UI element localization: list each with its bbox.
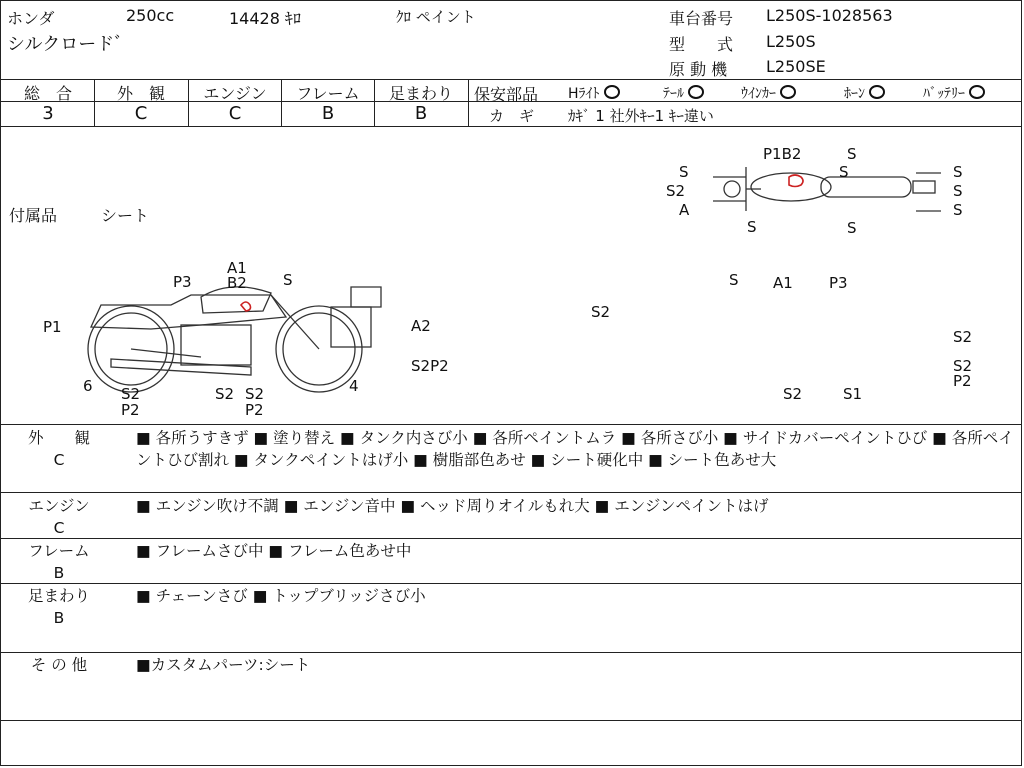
top-view <box>713 167 941 211</box>
diagram-label: S1 <box>843 385 863 403</box>
engine-value: L250SE <box>766 57 826 76</box>
ok-circle-icon <box>688 85 704 99</box>
grade-exterior: C <box>134 103 148 124</box>
diagram-label: S2 <box>783 385 803 403</box>
diagram-label: P2 <box>953 372 972 390</box>
divider <box>1 720 1021 721</box>
safety-tail: ﾃｰﾙ <box>663 83 704 103</box>
diagram-label: S <box>953 201 963 219</box>
diagram-label: A1 <box>773 274 793 292</box>
ok-circle-icon <box>869 85 885 99</box>
body-outline <box>91 295 286 329</box>
divider <box>1 492 1021 493</box>
tank-outline <box>751 173 831 201</box>
shield-outline <box>351 287 381 307</box>
diagram-label: S2 <box>215 385 235 403</box>
diagram-label: S2 <box>953 357 973 375</box>
diagram-label: 4 <box>349 377 359 395</box>
key-value: ｶｷﾞ 1 社外ｷｰ1 ｷｰ違い <box>568 107 714 125</box>
diagram-label: S <box>679 163 689 181</box>
diagram-label: S <box>953 163 963 181</box>
box-outline <box>331 307 371 347</box>
diagram-label: S2P2 <box>411 357 449 375</box>
grade-frame: B <box>321 103 335 124</box>
safety-headlight: Hﾗｲﾄ <box>568 83 620 103</box>
accessories-label: 付属品 <box>9 206 58 225</box>
safety-label: 保安部品 <box>474 85 539 104</box>
diagram-label: P3 <box>173 273 192 291</box>
ok-circle-icon <box>604 85 620 99</box>
ok-circle-icon <box>969 85 985 99</box>
safety-winker: ｳｲﾝｶｰ <box>741 83 796 103</box>
section-suspension-label: 足まわり B <box>27 587 90 627</box>
grade-label-exterior: 外 観 <box>116 84 165 103</box>
type-label: 型 式 <box>669 35 734 54</box>
grade-label-suspension: 足まわり <box>388 84 453 103</box>
diagram-label: B2 <box>227 274 247 292</box>
grade-engine: C <box>228 103 242 124</box>
bike-diagram <box>1 127 1021 425</box>
safety-battery: ﾊﾞｯﾃﾘｰ <box>923 83 985 103</box>
section-frame-text: ■ フレームさび中 ■ フレーム色あせ中 <box>136 542 412 560</box>
mileage: 14428 ｷﾛ <box>229 9 301 28</box>
model-name: シルクロードﾞ <box>7 34 124 55</box>
grade-label-overall: 総 合 <box>23 84 72 103</box>
engine-outline <box>181 325 251 365</box>
section-engine-label: エンジン C <box>28 497 90 537</box>
key-label: カ ギ <box>489 107 535 125</box>
section-other-text: ■カスタムパーツ:シート <box>136 656 311 674</box>
diagram-label: P2 <box>245 401 264 419</box>
accessories-value: シート <box>101 206 150 225</box>
type-value: L250S <box>766 32 816 51</box>
seat-outline <box>821 177 911 197</box>
engine-label: 原 動 機 <box>669 60 728 79</box>
diagram-label: P2 <box>121 401 140 419</box>
tail-outline <box>913 181 935 193</box>
diagram-label: S <box>953 182 963 200</box>
displacement: 250cc <box>126 6 175 25</box>
color: ｸﾛ ペイント <box>396 8 476 26</box>
diagram-label: S2 <box>591 303 611 321</box>
diagram-label: S <box>839 163 849 181</box>
ok-circle-icon <box>780 85 796 99</box>
left-side-view <box>88 287 381 392</box>
diagram-label: A2 <box>411 317 431 335</box>
section-other-label: そ の 他 <box>30 656 88 674</box>
section-exterior-text: ■ 各所うすきず ■ 塗り替え ■ タンク内さび小 ■ 各所ペイントムラ ■ 各所さび小 ■ サイドカバーペイントひび ■ 各所ペイントひび割れ ■ タンクペイントはげ小 ■ 樹脂部色あせ ■ シート硬化中 ■ シート色あせ大 <box>136 429 1014 469</box>
damage-mark <box>789 175 803 187</box>
grade-label-frame: フレーム <box>296 84 360 103</box>
headlight-outline <box>724 181 740 197</box>
section-engine-text: ■ エンジン吹け不調 ■ エンジン音中 ■ ヘッド周りオイルもれ大 ■ エンジンペイントはげ <box>136 497 769 515</box>
diagram-label: S2 <box>953 328 973 346</box>
diagram-label: S <box>729 271 739 289</box>
section-exterior-label: 外 観 C <box>27 429 90 469</box>
vin-value: L250S-1028563 <box>766 6 893 25</box>
divider <box>468 79 469 126</box>
diagram-label: S <box>847 145 857 163</box>
diagram-label: P1B2 <box>763 145 802 163</box>
grade-overall: 3 <box>42 103 54 124</box>
diagram-label: S <box>283 271 293 289</box>
divider <box>1 424 1021 425</box>
section-frame-label: フレーム B <box>28 542 90 582</box>
diagram-label: A1 <box>227 259 247 277</box>
grade-suspension: B <box>414 103 428 124</box>
grade-label-engine: エンジン <box>203 84 267 103</box>
diagram-label: S2 <box>666 182 686 200</box>
divider <box>1 652 1021 653</box>
safety-horn: ﾎｰﾝ <box>844 83 885 103</box>
fork-outline <box>271 295 319 349</box>
damage-mark <box>241 302 251 311</box>
diagram-label: P1 <box>43 318 62 336</box>
vin-label: 車台番号 <box>669 9 734 28</box>
section-suspension-text: ■ チェーンさび ■ トップブリッジさび小 <box>136 587 426 605</box>
diagram-label: A <box>679 201 690 219</box>
divider <box>1 538 1021 539</box>
diagram-label: S <box>747 218 757 236</box>
divider <box>1 79 1021 80</box>
diagram-label: S <box>847 219 857 237</box>
diagram-label: S2 <box>121 385 141 403</box>
diagram-label: S2 <box>245 385 265 403</box>
divider <box>1 583 1021 584</box>
diagram-label: P3 <box>829 274 848 292</box>
maker: ホンダ <box>7 9 55 28</box>
diagram-label: 6 <box>83 377 93 395</box>
